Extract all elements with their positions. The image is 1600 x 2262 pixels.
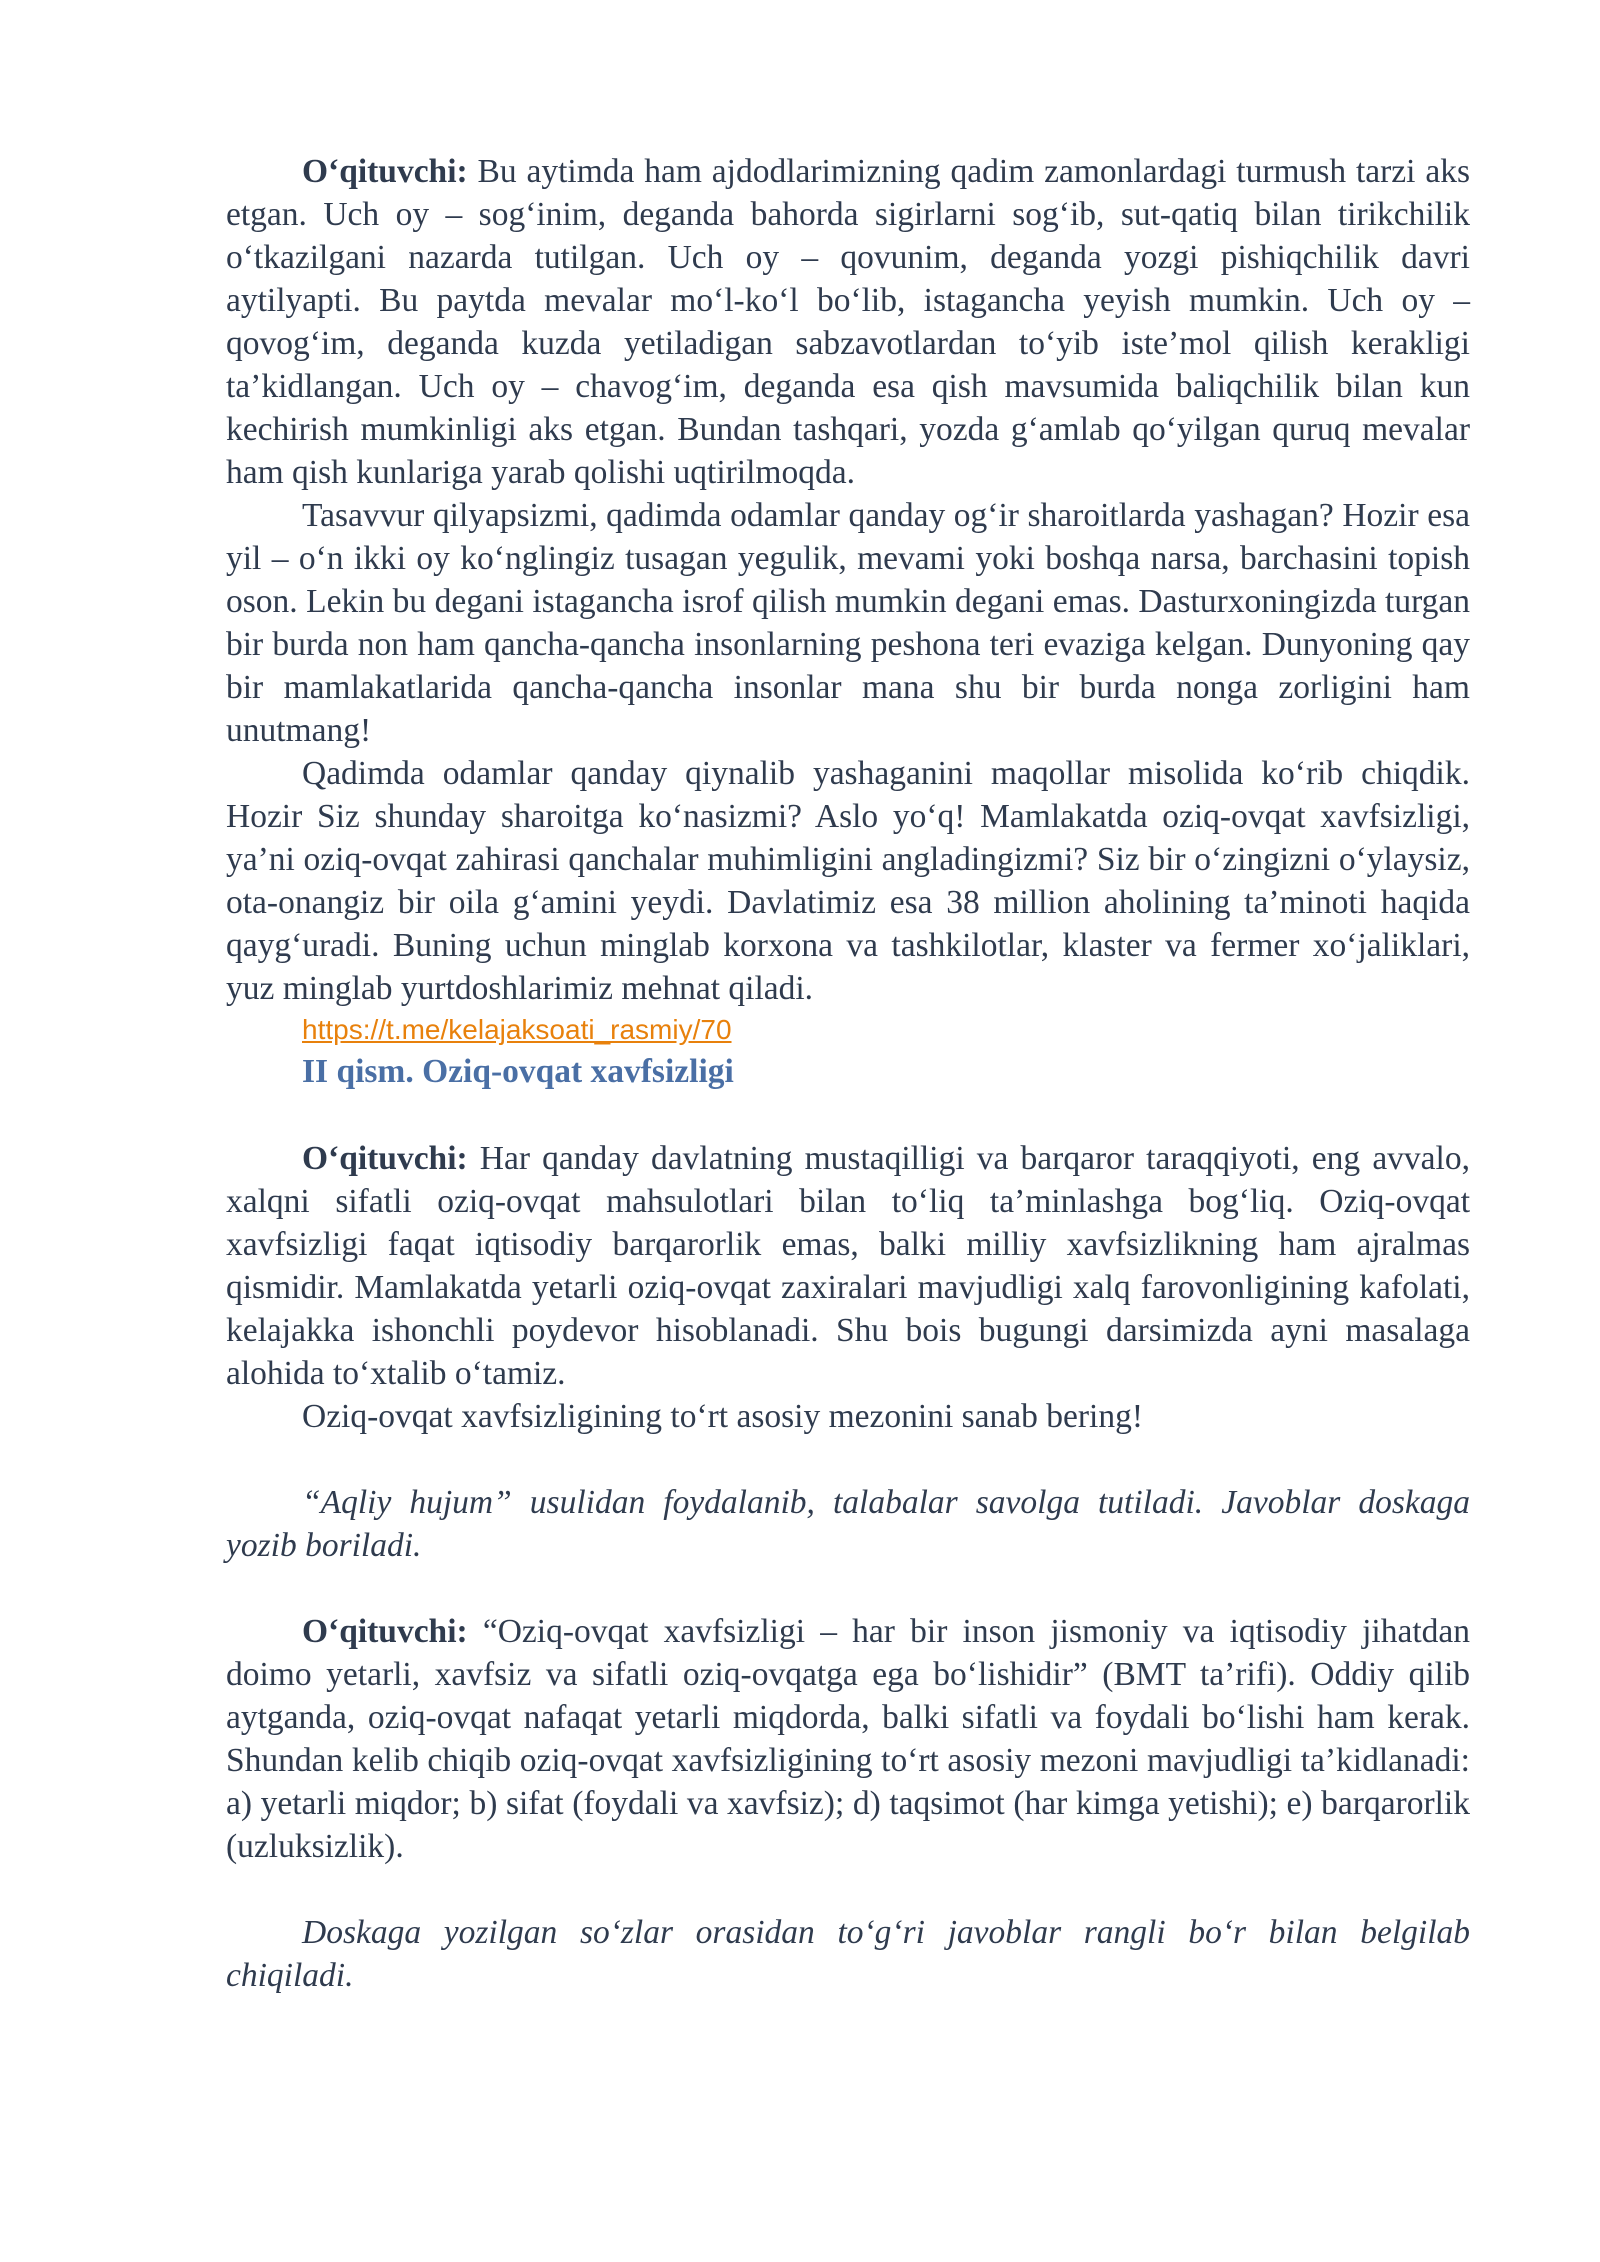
spacer	[226, 1438, 1470, 1481]
spacer	[226, 1094, 1470, 1137]
spacer	[226, 1567, 1470, 1610]
paragraph-text: “Oziq-ovqat xavfsizligi – har bir inson jismoniy va iqtisodiy jihatdan doimo yetarli, xavfsiz va sifatli oziq-ovqatga ega bo‘lishidir” (BMT ta’rifi). Oddiy qilib aytganda, oziq-ovqat nafaqat yetarli miqdorda, balki sifatli va foydali bo‘lishi ham kerak. Shundan kelib chiqib oziq-ovqat xavfsizligining to‘rt asosiy mezoni mavjudligi ta’kidlanadi: a) yetarli miqdor; b) sifat (foydali va xavfsiz); d) taqsimot (har kimga yetishi); e) barqarorlik (uzluksizlik).	[226, 1613, 1470, 1865]
paragraph-teacher-2	[226, 1137, 1470, 1395]
question-paragraph: Oziq-ovqat xavfsizligining to‘rt asosiy mezonini sanab bering!	[302, 1398, 1144, 1435]
document-page	[226, 150, 1470, 1997]
speaker-label: O‘qituvchi:	[302, 153, 468, 190]
instruction-italic-1: “Aqliy hujum” usulidan foydalanib, talabalar savolga tutiladi. Javoblar doskaga yozib boriladi.	[226, 1484, 1470, 1564]
paragraph-teacher-1	[226, 150, 1470, 494]
paragraph-text: Har qanday davlatning mustaqilligi va barqaror taraqqiyoti, eng avvalo, xalqni sifatli oziq-ovqat mahsulotlari bilan to‘liq ta’minlashga bog‘liq. Oziq-ovqat xavfsizligi faqat iqtisodiy barqarorlik emas, balki milliy xavfsizlikning ham ajralmas qismidir. Mamlakatda yetarli oziq-ovqat zaxiralari mavjudligi xalq farovonligining kafolati, kelajakka ishonchli poydevor hisoblanadi. Shu bois bugungi darsimizda ayni masalaga alohida to‘xtalib o‘tamiz.	[226, 1140, 1470, 1392]
speaker-label: O‘qituvchi:	[302, 1613, 468, 1650]
paragraph-3: Qadimda odamlar qanday qiynalib yashaganini maqollar misolida ko‘rib chiqdik. Hozir Siz shunday sharoitga ko‘nasizmi? Aslo yo‘q! Mamlakatda oziq-ovqat xavfsizligi, ya’ni oziq-ovqat zahirasi qanchalar muhimligini angladingizmi? Siz bir o‘zingizni o‘ylaysiz, ota-onangiz bir oila g‘amini yeydi. Davlatimiz esa 38 million aholining ta’minoti haqida qayg‘uradi. Buning uchun minglab korxona va tashkilotlar, klaster va fermer xo‘jaliklari, yuz minglab yurtdoshlarimiz mehnat qiladi.	[226, 755, 1470, 1007]
section-heading: II qism. Oziq-ovqat xavfsizligi	[302, 1053, 734, 1090]
paragraph-text: Bu aytimda ham ajdodlarimizning qadim zamonlardagi turmush tarzi aks etgan. Uch oy – sog‘inim, deganda bahorda sigirlarni sog‘ib, sut-qatiq bilan tirikchilik o‘tkazilgani nazarda tutilgan. Uch oy – qovunim, deganda yozgi pishiqchilik davri aytilyapti. Bu paytda mevalar mo‘l-ko‘l bo‘lib, istagancha yeyish mumkin. Uch oy – qovog‘im, deganda kuzda yetiladigan sabzavotlardan to‘yib iste’mol qilish kerakligi ta’kidlangan. Uch oy – chavog‘im, deganda esa qish mavsumida baliqchilik bilan kun kechirish mumkinligi aks etgan. Bundan tashqari, yozda g‘amlab qo‘yilgan quruq mevalar ham qish kunlariga yarab qolishi uqtirilmoqda.	[226, 153, 1470, 491]
instruction-italic-2: Doskaga yozilgan so‘zlar orasidan to‘g‘ri javoblar rangli bo‘r bilan belgilab chiqiladi.	[226, 1914, 1470, 1994]
paragraph-2: Tasavvur qilyapsizmi, qadimda odamlar qanday og‘ir sharoitlarda yashagan? Hozir esa yil – o‘n ikki oy ko‘nglingiz tusagan yegulik, mevami yoki boshqa narsa, barchasini topish oson. Lekin bu degani istagancha isrof qilish mumkin degani emas. Dasturxoningizda turgan bir burda non ham qancha-qancha insonlarning peshona teri evaziga kelgan. Dunyoning qay bir mamlakatlarida qancha-qancha insonlar mana shu bir burda nonga zorligini ham unutmang!	[226, 497, 1470, 749]
spacer	[226, 1868, 1470, 1911]
speaker-label: O‘qituvchi:	[302, 1140, 468, 1177]
telegram-link[interactable]: https://t.me/kelajaksoati_rasmiy/70	[302, 1014, 732, 1045]
paragraph-teacher-3	[226, 1610, 1470, 1868]
link-line	[226, 1010, 1470, 1050]
